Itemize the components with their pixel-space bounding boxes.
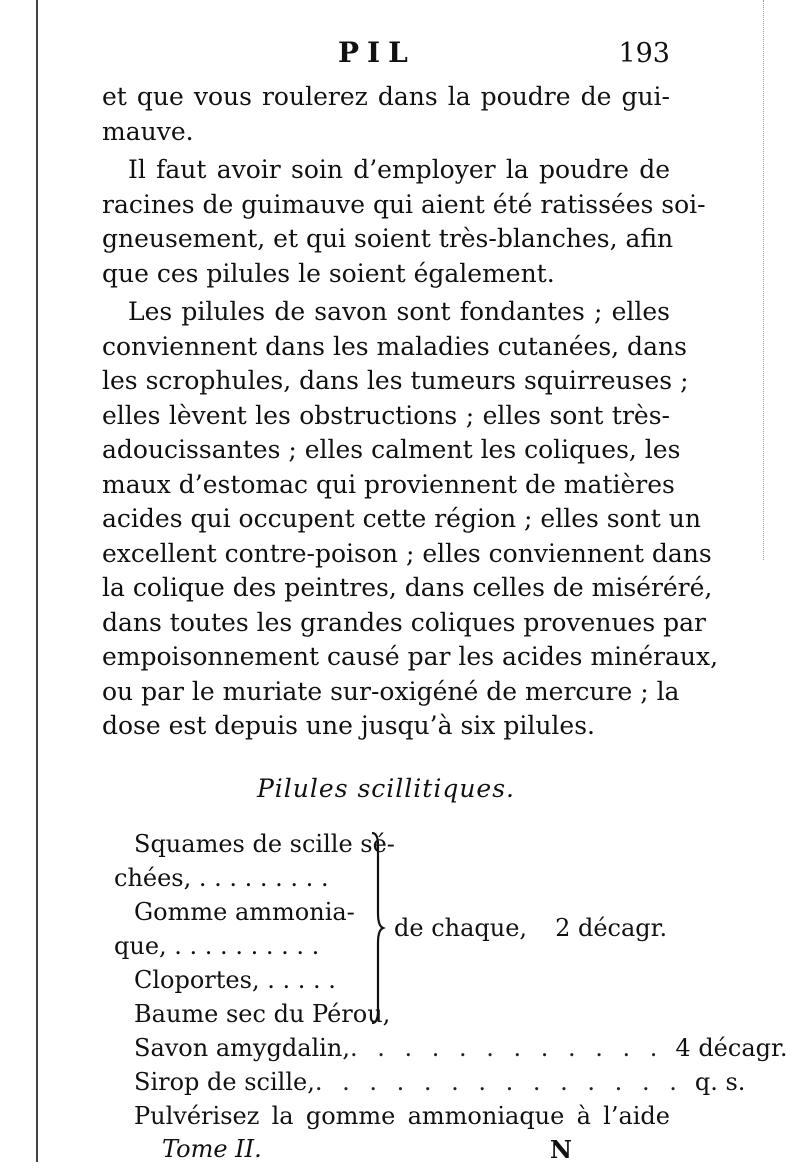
page-header: [102, 36, 670, 80]
page-number: 193: [618, 38, 670, 69]
paragraph-3: [102, 295, 719, 744]
dot-leader: . . . . . . . . . . . .: [349, 1033, 664, 1062]
group-amount-label: de chaque,: [394, 913, 528, 942]
text-line: adoucissantes ; elles calment les coliques, les: [102, 435, 681, 464]
ingredient-amount: 4 décagr.: [675, 1033, 788, 1062]
ingredient-line: Gomme ammonia-: [134, 897, 355, 926]
ingredient-line: Baume sec du Pérou,: [134, 999, 391, 1028]
group-amount-quantity: 2 décagr.: [555, 913, 668, 942]
text-line: maux d’estomac qui proviennent de matières: [102, 469, 675, 499]
text-line: gneusement, et qui soient très-blanches, afin: [102, 224, 674, 253]
text-line: Pulvérisez la gomme ammoniaque à l’aide: [134, 1101, 670, 1130]
running-head: PIL: [338, 36, 416, 69]
ingredient-line: que, . . . . . . . . . .: [114, 931, 320, 960]
ingredient-group: [102, 827, 668, 1031]
ingredient-name: Savon amygdalin,: [134, 1033, 350, 1062]
text-line: excellent contre-poison ; elles conviennent dans: [102, 538, 712, 568]
text-line: elles lèvent les obstructions ; elles sont très-: [102, 400, 670, 430]
ingredient-line: chées, . . . . . . . . .: [114, 863, 329, 892]
paragraph-1: [102, 80, 670, 149]
ingredient-line: Squames de scille sé-: [134, 829, 395, 858]
group-amount: [394, 911, 667, 945]
text-line: dose est depuis une jusqu’à six pilules.: [102, 711, 595, 740]
text-line: racines de guimauve qui aient été ratissées soi-: [102, 189, 706, 219]
page-edge-left: [36, 0, 38, 1162]
text-line: conviennent dans les maladies cutanées, dans: [102, 331, 687, 361]
recipe-title: Pilules scillitiques.: [256, 773, 515, 803]
text-line: et que vous roulerez dans la poudre de gui-: [102, 82, 670, 111]
paragraph-2: [102, 153, 706, 291]
page-footer: [102, 1135, 670, 1171]
text-line: ou par le muriate sur-oxigéné de mercure ; la: [102, 676, 680, 706]
signature-mark: N: [550, 1134, 572, 1164]
dot-leader: . . . . . . . . . . . . . .: [314, 1067, 683, 1096]
ingredient-name: Sirop de scille,: [134, 1067, 315, 1096]
text-line: les scrophules, dans les tumeurs squirreuses ;: [102, 366, 689, 395]
ingredient-row: [102, 1065, 746, 1099]
recipe-block: [102, 827, 788, 1133]
book-page: [102, 36, 788, 1171]
text-line: dans toutes les grandes coliques provenues par: [102, 607, 706, 637]
text-line: que ces pilules le soient également.: [102, 258, 555, 288]
text-line: mauve.: [102, 116, 194, 146]
page-edge-right: [763, 0, 764, 560]
text-line: acides qui occupent cette région ; elles sont un: [102, 504, 701, 533]
text-line: empoisonnement causé par les acides minéraux,: [102, 642, 719, 671]
text-line: la colique des peintres, dans celles de miséréré,: [102, 573, 713, 602]
curly-brace-icon: [370, 831, 384, 1025]
volume-label: Tome II.: [162, 1134, 262, 1163]
ingredient-row: [102, 1031, 788, 1065]
text-line: Il faut avoir soin d’employer la poudre de: [128, 155, 670, 184]
ingredient-line: Cloportes, . . . . .: [134, 965, 336, 994]
text-line: Les pilules de savon sont fondantes ; elles: [128, 297, 670, 326]
ingredient-amount: q. s.: [694, 1067, 746, 1096]
